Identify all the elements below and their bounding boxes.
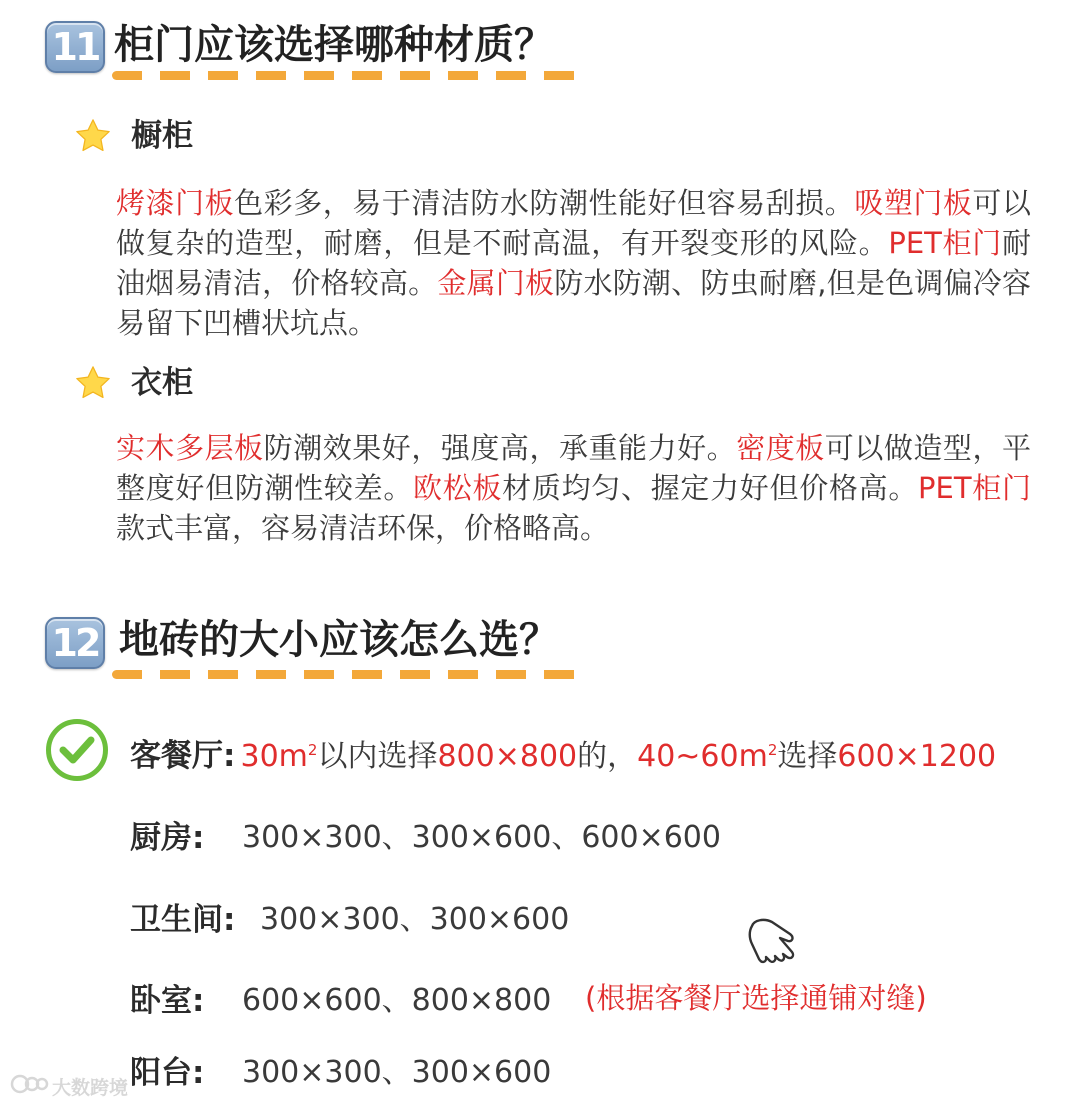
group-description [116, 183, 1031, 343]
star-icon [74, 117, 112, 159]
highlight-term: 吸塑门板 [854, 186, 973, 220]
row-value-bathroom: 300×300、300×600 [260, 902, 570, 937]
value-text: 的， [577, 739, 638, 774]
watermark-text: 大数跨境 [52, 1077, 129, 1099]
title-underline [112, 71, 582, 80]
title-underline [112, 670, 582, 679]
highlight-term: 烤漆门板 [116, 186, 235, 220]
tile-row-living-room [130, 730, 996, 775]
size-value: 600×1200 [837, 739, 997, 774]
highlight-term: 金属门板 [437, 266, 555, 300]
highlight-term: 密度板 [736, 431, 825, 465]
description-text: 可以做造型，平整度好但防潮性较差。 [116, 431, 1031, 505]
value-text: 以内选择 [317, 739, 438, 774]
row-label-bedroom: 卧室: [130, 983, 205, 1019]
row-value-bedroom: 600×600、800×800 [242, 983, 552, 1018]
description-text: 材质均匀、握定力好但价格高。 [502, 471, 919, 505]
group-title: 衣柜 [131, 365, 193, 401]
row-label-balcony: 阳台: [130, 1055, 205, 1091]
section-number-badge: 12 [45, 617, 105, 669]
description-text: 款式丰富，容易清洁环保，价格略高。 [116, 511, 610, 545]
description-text: 可以做复杂的造型，耐磨，但是不耐高温，有开裂变形的风险。 [116, 186, 1031, 260]
size-value: $30m^2$ [240, 739, 318, 774]
size-value: $40\sim 60m^2$ [637, 739, 778, 774]
check-icon [45, 718, 109, 786]
description-text: 耐油烟易清洁，价格较高。 [116, 226, 1031, 300]
star-icon [74, 364, 112, 406]
row-value-kitchen: 300×300、300×600、600×600 [242, 820, 721, 855]
row-label-bathroom: 卫生间: [130, 902, 236, 938]
row-label: 客餐厅: [130, 738, 236, 774]
row-value-balcony: 300×300、300×600 [242, 1055, 552, 1090]
row-label-kitchen: 厨房: [130, 820, 205, 856]
value-text: 选择 [777, 739, 838, 774]
section-title: 柜门应该选择哪种材质？ [114, 22, 554, 68]
description-text: 防潮效果好，强度高，承重能力好。 [263, 431, 737, 465]
pointing-hand-icon [746, 914, 804, 978]
group-description [116, 428, 1031, 548]
row-value [241, 739, 997, 774]
group-title: 橱柜 [131, 118, 193, 154]
highlight-term: PET柜门 [888, 226, 1002, 260]
watermark-logo-icon [10, 1072, 50, 1100]
size-value: 800×800 [437, 739, 578, 774]
bedroom-note: (根据客餐厅选择通铺对缝) [585, 981, 927, 1015]
highlight-term: 实木多层板 [116, 431, 264, 465]
description-text: 色彩多，易于清洁防水防潮性能好但容易刮损。 [234, 186, 855, 220]
highlight-term: PET柜门 [918, 471, 1031, 505]
section-title: 地砖的大小应该怎么选？ [119, 617, 559, 663]
highlight-term: 欧松板 [413, 471, 503, 505]
description-text: 防水防潮、防虫耐磨,但是色调偏冷容易留下凹槽状坑点。 [116, 266, 1031, 340]
section-number-badge: 11 [45, 21, 105, 73]
